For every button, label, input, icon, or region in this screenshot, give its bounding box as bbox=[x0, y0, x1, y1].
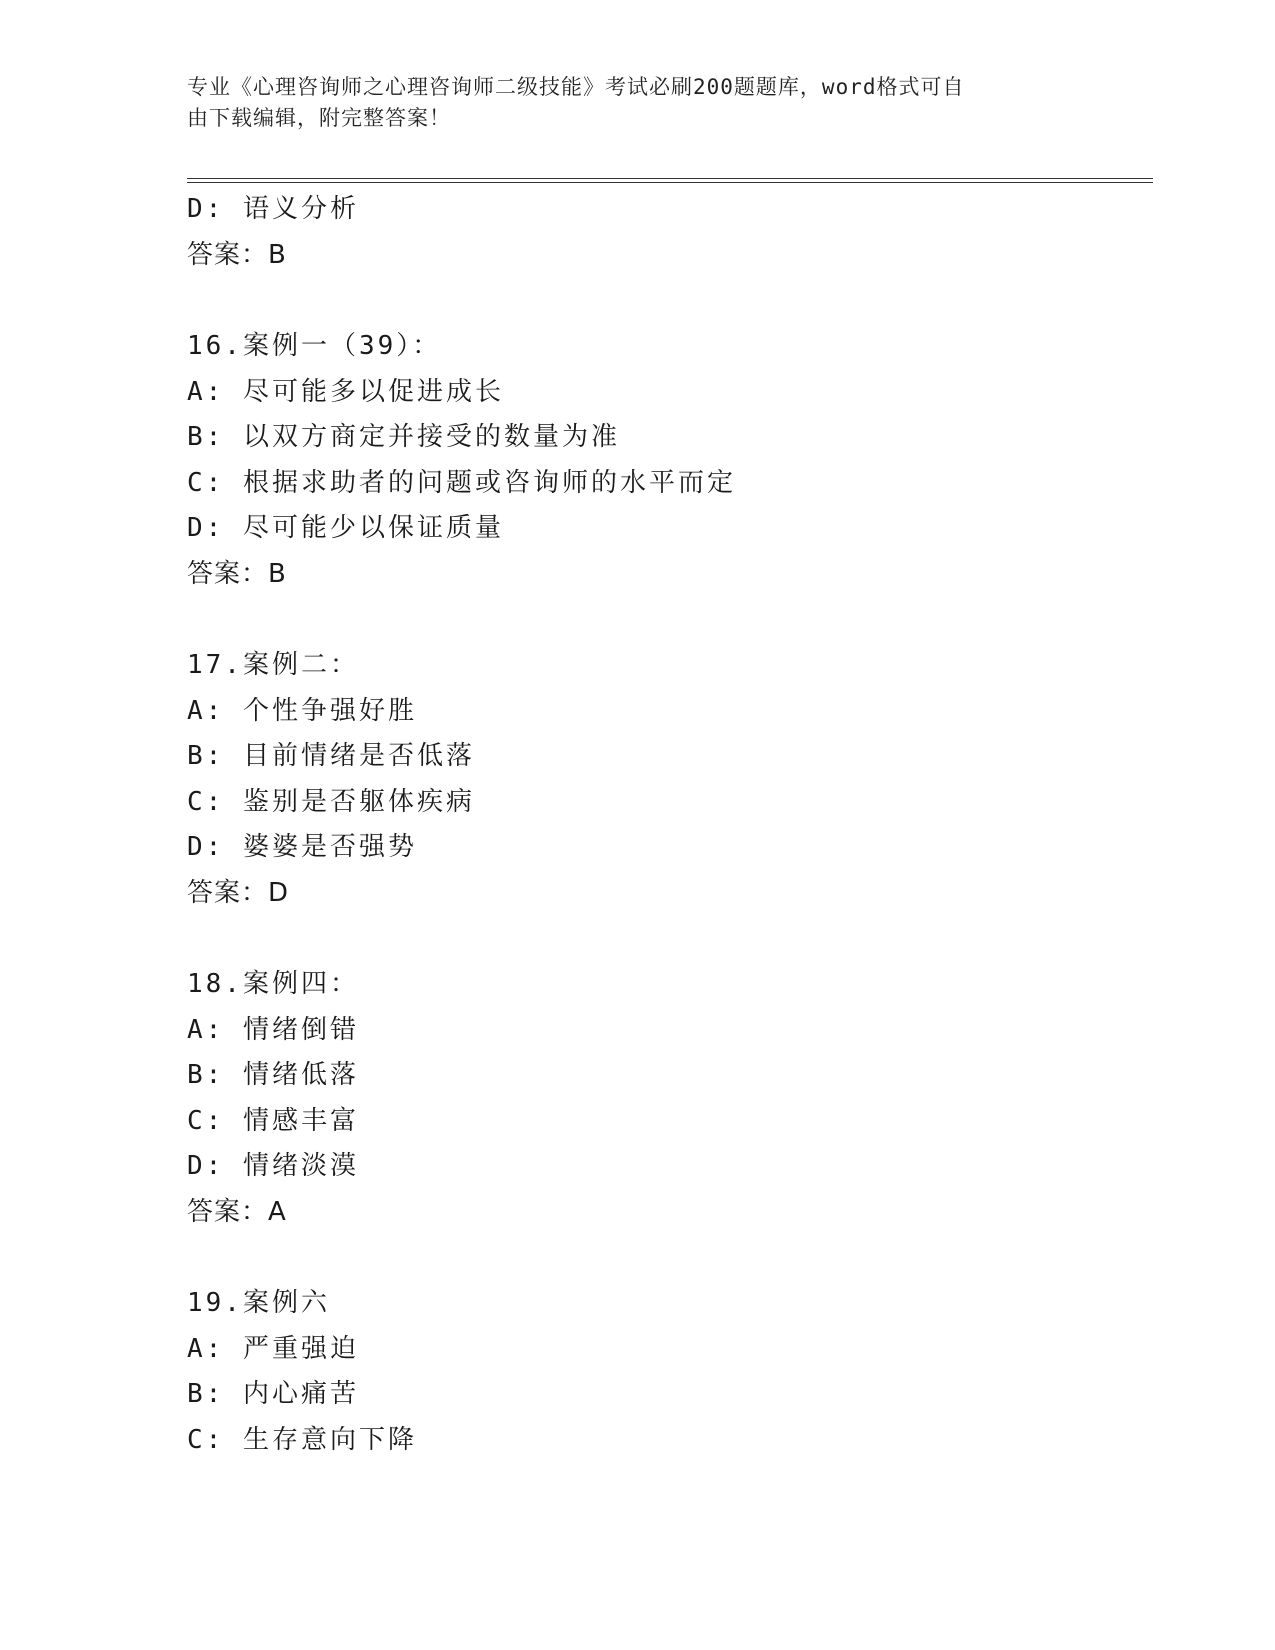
answer: 答案：B bbox=[187, 239, 287, 270]
option-d: D: 尽可能少以保证质量 bbox=[187, 513, 504, 543]
option-a: A: 情绪倒错 bbox=[187, 1014, 359, 1045]
option-b: B: 情绪低落 bbox=[187, 1060, 359, 1090]
option-d: D: 情绪淡漠 bbox=[187, 1151, 359, 1181]
question-stem: 19.案例六 bbox=[187, 1288, 330, 1318]
option-c: C: 根据求助者的问题或咨询师的水平而定 bbox=[187, 467, 736, 498]
option-d: D: 婆婆是否强势 bbox=[187, 832, 417, 862]
question-stem: 17.案例二： bbox=[187, 650, 359, 680]
option-a: A: 个性争强好胜 bbox=[187, 695, 417, 726]
question-17 bbox=[187, 643, 1153, 916]
option-b: B: 内心痛苦 bbox=[187, 1379, 359, 1409]
answer: 答案：B bbox=[187, 558, 287, 589]
question-19 bbox=[187, 1281, 1153, 1463]
question-stem: 18.案例四： bbox=[187, 969, 359, 999]
header-divider-bottom bbox=[187, 182, 1153, 183]
option-c: C: 情感丰富 bbox=[187, 1105, 359, 1136]
option-a: A: 尽可能多以促进成长 bbox=[187, 376, 504, 407]
option-d: D: 语义分析 bbox=[187, 194, 359, 224]
header-title-line-1: 专业《心理咨询师之心理咨询师二级技能》考试必刷200题题库，word格式可自 bbox=[187, 75, 965, 99]
option-a: A: 严重强迫 bbox=[187, 1333, 359, 1364]
option-c: C: 生存意向下降 bbox=[187, 1424, 417, 1455]
option-b: B: 以双方商定并接受的数量为准 bbox=[187, 422, 620, 452]
document-header bbox=[187, 72, 1067, 134]
question-18 bbox=[187, 962, 1153, 1235]
answer: 答案：D bbox=[187, 877, 290, 908]
question-stem: 16.案例一（39）： bbox=[187, 331, 442, 361]
question-16 bbox=[187, 324, 1153, 597]
option-b: B: 目前情绪是否低落 bbox=[187, 741, 475, 771]
header-title-line-2: 由下载编辑，附完整答案！ bbox=[187, 106, 451, 130]
answer: 答案：A bbox=[187, 1196, 287, 1227]
option-c: C: 鉴别是否躯体疾病 bbox=[187, 786, 475, 817]
question-list bbox=[187, 187, 1153, 1463]
header-divider-top bbox=[187, 178, 1153, 179]
